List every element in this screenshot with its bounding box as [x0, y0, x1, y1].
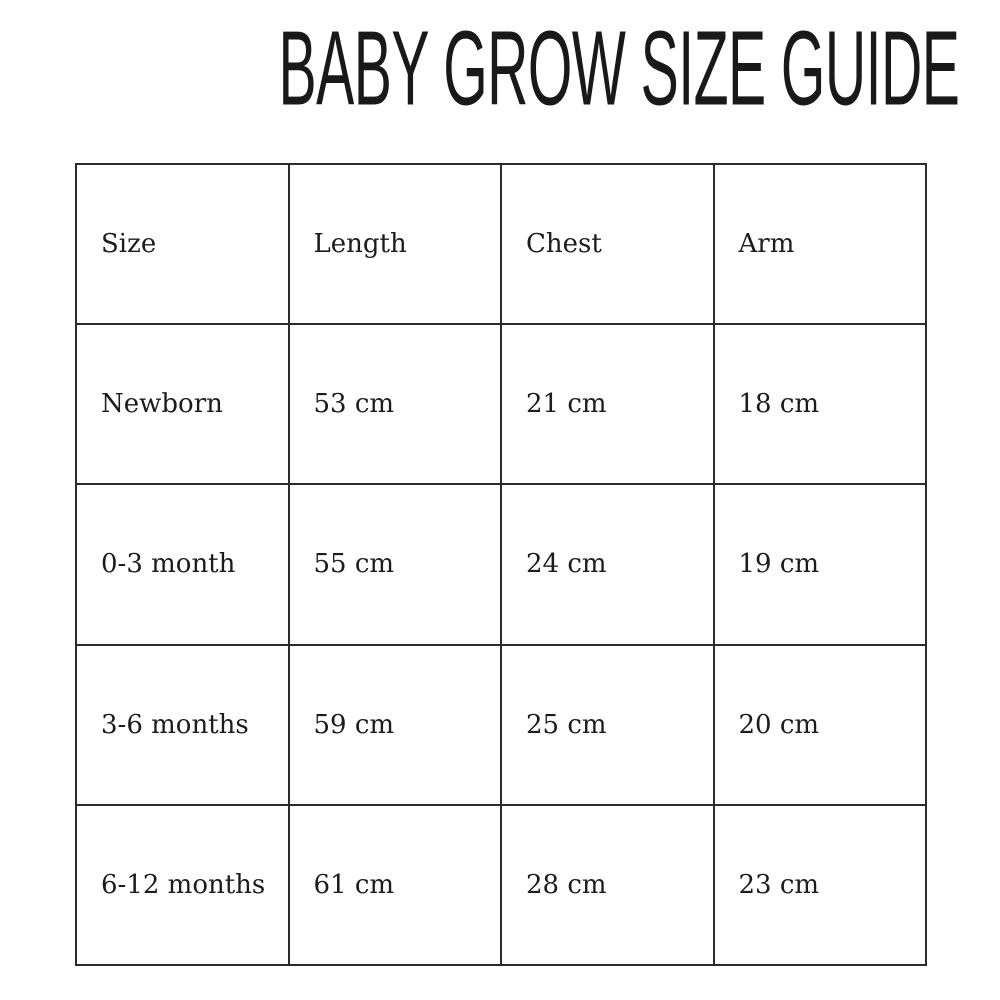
- column-header-chest: Chest: [501, 164, 714, 324]
- table-row: [76, 805, 926, 965]
- size-guide-table: [75, 163, 927, 966]
- cell-chest: 24 cm: [501, 484, 714, 644]
- table-row: [76, 645, 926, 805]
- cell-length: 55 cm: [289, 484, 502, 644]
- column-header-arm: Arm: [714, 164, 927, 324]
- cell-arm: 23 cm: [714, 805, 927, 965]
- cell-length: 53 cm: [289, 324, 502, 484]
- cell-size: 3-6 months: [76, 645, 289, 805]
- page-title: [0, 9, 1000, 129]
- cell-arm: 18 cm: [714, 324, 927, 484]
- cell-chest: 21 cm: [501, 324, 714, 484]
- cell-chest: 28 cm: [501, 805, 714, 965]
- cell-arm: 20 cm: [714, 645, 927, 805]
- cell-size: 0-3 month: [76, 484, 289, 644]
- column-header-size: Size: [76, 164, 289, 324]
- page-title-text: BABY GROW SIZE GUIDE: [278, 9, 960, 129]
- cell-arm: 19 cm: [714, 484, 927, 644]
- table-header-row: [76, 164, 926, 324]
- table-row: [76, 324, 926, 484]
- table-row: [76, 484, 926, 644]
- cell-chest: 25 cm: [501, 645, 714, 805]
- cell-size: Newborn: [76, 324, 289, 484]
- cell-length: 61 cm: [289, 805, 502, 965]
- cell-size: 6-12 months: [76, 805, 289, 965]
- cell-length: 59 cm: [289, 645, 502, 805]
- column-header-length: Length: [289, 164, 502, 324]
